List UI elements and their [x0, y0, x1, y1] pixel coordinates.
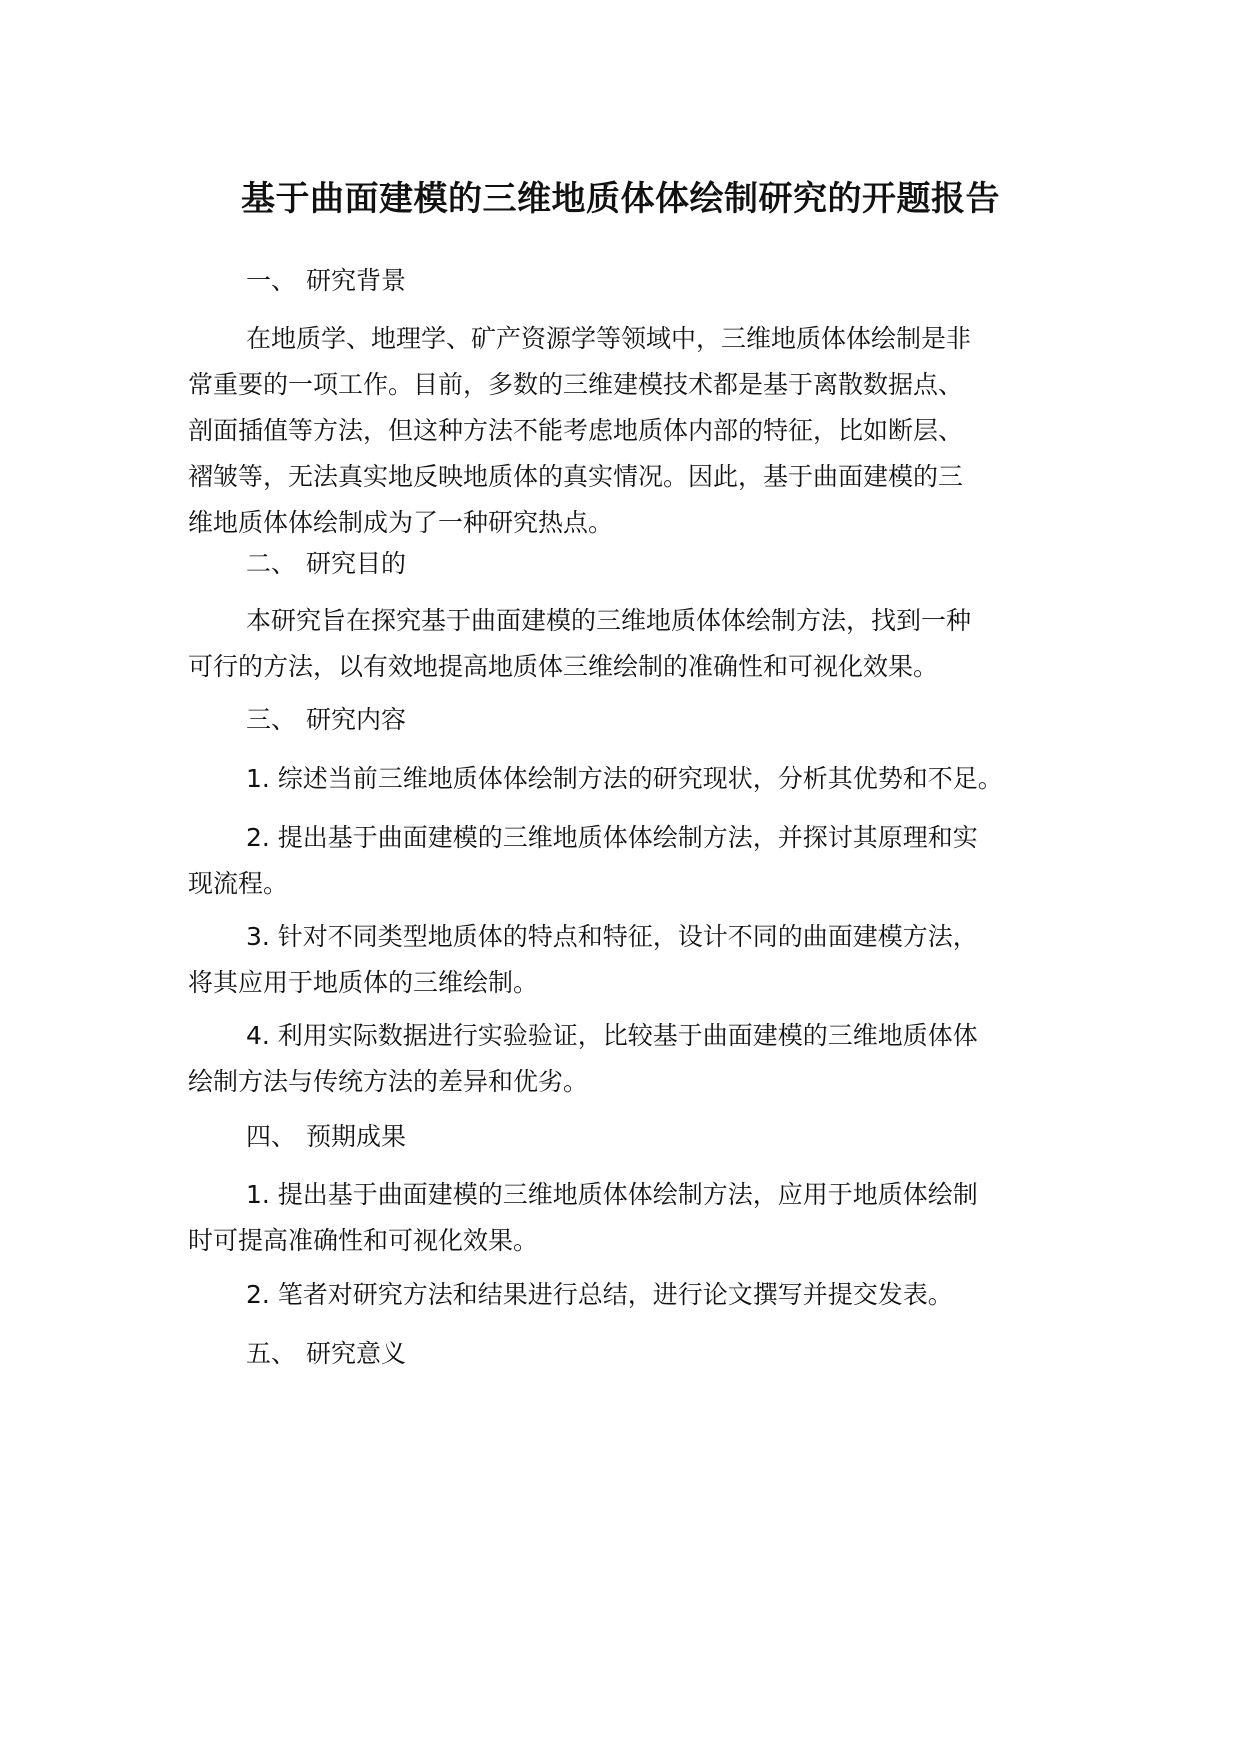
section-title: 研究背景: [306, 266, 407, 295]
section-heading-4: [188, 1114, 1126, 1160]
section-title: 研究目的: [306, 549, 407, 578]
paragraph-purpose: [188, 598, 1068, 690]
content-item-3: [188, 914, 1068, 1006]
text-line: 在地质学、地理学、矿产资源学等领域中，三维地质体体绘制是非: [246, 324, 972, 353]
text-line: 本研究旨在探究基于曲面建模的三维地质体体绘制方法，找到一种: [246, 606, 972, 635]
text-line: 1. 提出基于曲面建模的三维地质体体绘制方法，应用于地质体绘制: [246, 1180, 978, 1209]
content-item-1: [188, 756, 1068, 802]
section-number: 三、: [246, 705, 297, 734]
text-line: 3. 针对不同类型地质体的特点和特征，设计不同的曲面建模方法，: [246, 922, 978, 951]
text-line: 将其应用于地质体的三维绘制。: [188, 968, 539, 997]
text-line: 1. 综述当前三维地质体体绘制方法的研究现状，分析其优势和不足。: [246, 764, 1003, 793]
text-line: 2. 笔者对研究方法和结果进行总结，进行论文撰写并提交发表。: [246, 1280, 953, 1309]
section-title: 预期成果: [306, 1122, 407, 1151]
text-line: 2. 提出基于曲面建模的三维地质体体绘制方法，并探讨其原理和实: [246, 823, 978, 852]
text-line: 绘制方法与传统方法的差异和优劣。: [188, 1067, 589, 1096]
section-number: 四、: [246, 1122, 297, 1151]
content-item-4: [188, 1013, 1068, 1105]
text-line: 常重要的一项工作。目前，多数的三维建模技术都是基于离散数据点、: [188, 370, 964, 399]
text-line: 维地质体体绘制成为了一种研究热点。: [188, 508, 614, 537]
text-line: 剖面插值等方法，但这种方法不能考虑地质体内部的特征，比如断层、: [188, 416, 964, 445]
document-title: 基于曲面建模的三维地质体体绘制研究的开题报告: [241, 179, 1000, 219]
section-title: 研究意义: [306, 1339, 407, 1368]
section-heading-2: [188, 541, 1126, 587]
text-line: 4. 利用实际数据进行实验验证，比较基于曲面建模的三维地质体体: [246, 1021, 978, 1050]
text-line: 可行的方法，以有效地提高地质体三维绘制的准确性和可视化效果。: [188, 652, 939, 681]
paragraph-background: [188, 316, 1068, 546]
section-number: 一、: [246, 266, 297, 295]
outcome-item-2: [188, 1272, 1068, 1318]
section-heading-3: [188, 697, 1126, 743]
content-item-2: [188, 815, 1068, 907]
text-line: 褶皱等，无法真实地反映地质体的真实情况。因此，基于曲面建模的三: [188, 462, 964, 491]
section-heading-1: [188, 258, 1126, 304]
text-line: 现流程。: [188, 869, 289, 898]
section-number: 五、: [246, 1339, 297, 1368]
section-title: 研究内容: [306, 705, 407, 734]
outcome-item-1: [188, 1172, 1068, 1264]
section-number: 二、: [246, 549, 297, 578]
section-heading-5: [188, 1331, 1126, 1377]
text-line: 时可提高准确性和可视化效果。: [188, 1226, 539, 1255]
